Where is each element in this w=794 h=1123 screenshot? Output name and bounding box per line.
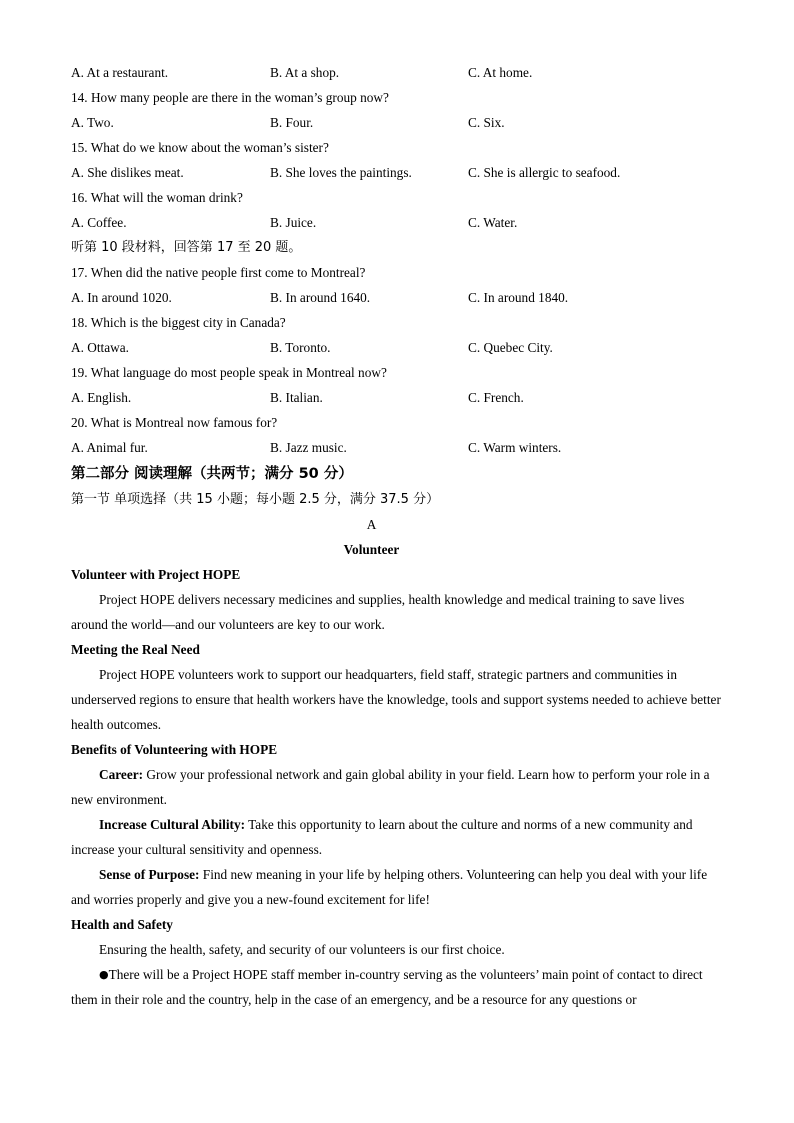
option-c[interactable]: C. At home. <box>468 65 533 80</box>
option-c[interactable]: C. Warm winters. <box>468 440 562 455</box>
article-bullet-text-1: There will be a Project HOPE staff member in-country serving as the volunteers’ main point of contact to direct them in their role and the country, help in the case of an emergency, and be a resource for any questions or <box>71 967 703 1007</box>
option-c[interactable]: C. She is allergic to seafood. <box>468 165 621 180</box>
question-stem-14: 14. How many people are there in the woman’s group now? <box>71 90 389 105</box>
article-paragraph-2: Project HOPE volunteers work to support our headquarters, field staff, strategic partners and communities in underserved regions to ensure that health workers have the knowledge, tools and support systems needed to achieve better health outcomes. <box>71 667 721 732</box>
article-paragraph-3: Ensuring the health, safety, and security of our volunteers is our first choice. <box>99 942 505 957</box>
options-row <box>71 435 722 460</box>
part-two-section-one-title: 第一节 单项选择（共 15 小题；每小题 2.5 分，满分 37.5 分） <box>71 492 440 507</box>
option-a[interactable]: A. She dislikes meat. <box>71 165 184 180</box>
option-a[interactable]: A. Two. <box>71 115 114 130</box>
option-a[interactable]: A. Animal fur. <box>71 440 148 455</box>
option-b[interactable]: B. Juice. <box>270 215 317 230</box>
article-heading-2: Meeting the Real Need <box>71 642 200 657</box>
benefit-text-cultural-ability: Take this opportunity to learn about the culture and norms of a new community and increase your cultural sensitivity and openness. <box>71 817 693 857</box>
option-a[interactable]: A. Ottawa. <box>71 340 129 355</box>
option-c[interactable]: C. Six. <box>468 115 505 130</box>
option-a[interactable]: A. English. <box>71 390 132 405</box>
question-stem-16: 16. What will the woman drink? <box>71 190 243 205</box>
article-bullet-item-1 <box>71 962 722 1012</box>
options-row <box>71 335 722 360</box>
passage-title: Volunteer <box>343 542 400 557</box>
options-row <box>71 60 722 85</box>
benefit-label-career: Career: <box>99 767 144 782</box>
option-c[interactable]: C. In around 1840. <box>468 290 569 305</box>
option-b[interactable]: B. At a shop. <box>270 65 340 80</box>
option-a[interactable]: A. In around 1020. <box>71 290 172 305</box>
benefit-label-sense-of-purpose: Sense of Purpose: <box>99 867 200 882</box>
benefit-text-career: Grow your professional network and gain global ability in your field. Learn how to perform your role in a new environment. <box>71 767 710 807</box>
article-heading-1: Volunteer with Project HOPE <box>71 567 241 582</box>
article-paragraph-1: Project HOPE delivers necessary medicines and supplies, health knowledge and medical training to save lives around the world—and our volunteers are key to our work. <box>71 592 685 632</box>
part-two-title: 第二部分 阅读理解（共两节；满分 50 分） <box>71 466 353 482</box>
option-a[interactable]: A. Coffee. <box>71 215 127 230</box>
benefit-item-cultural-ability <box>71 812 722 862</box>
benefit-label-cultural-ability: Increase Cultural Ability: <box>99 817 246 832</box>
passage-label: A <box>366 517 377 532</box>
question-stem-18: 18. Which is the biggest city in Canada? <box>71 315 286 330</box>
options-row <box>71 385 722 410</box>
question-stem-20: 20. What is Montreal now famous for? <box>71 415 278 430</box>
options-row <box>71 160 722 185</box>
option-b[interactable]: B. Jazz music. <box>270 440 347 455</box>
bullet-point-icon: ● <box>99 968 109 981</box>
article-heading-3: Benefits of Volunteering with HOPE <box>71 742 278 757</box>
question-stem-19: 19. What language do most people speak in Montreal now? <box>71 365 387 380</box>
benefit-item-career <box>71 762 722 812</box>
options-row <box>71 210 722 235</box>
listening-section <box>71 60 722 460</box>
options-row <box>71 110 722 135</box>
question-stem-17: 17. When did the native people first come to Montreal? <box>71 265 366 280</box>
option-c[interactable]: C. Water. <box>468 215 518 230</box>
benefit-item-sense-of-purpose <box>71 862 722 912</box>
option-c[interactable]: C. Quebec City. <box>468 340 553 355</box>
question-stem-15: 15. What do we know about the woman’s sister? <box>71 140 329 155</box>
option-a[interactable]: A. At a restaurant. <box>71 65 169 80</box>
options-row <box>71 285 722 310</box>
option-b[interactable]: B. Toronto. <box>270 340 331 355</box>
option-c[interactable]: C. French. <box>468 390 524 405</box>
article-heading-4: Health and Safety <box>71 917 173 932</box>
benefit-text-sense-of-purpose: Find new meaning in your life by helping others. Volunteering can help you deal with your life and worries properly and give you a new-found excitement for life! <box>71 867 708 907</box>
option-b[interactable]: B. Four. <box>270 115 314 130</box>
option-b[interactable]: B. Italian. <box>270 390 323 405</box>
reading-passage-a <box>71 562 722 1012</box>
option-b[interactable]: B. In around 1640. <box>270 290 371 305</box>
listening-material-note: 听第 10 段材料，回答第 17 至 20 题。 <box>71 240 302 255</box>
option-b[interactable]: B. She loves the paintings. <box>270 165 412 180</box>
